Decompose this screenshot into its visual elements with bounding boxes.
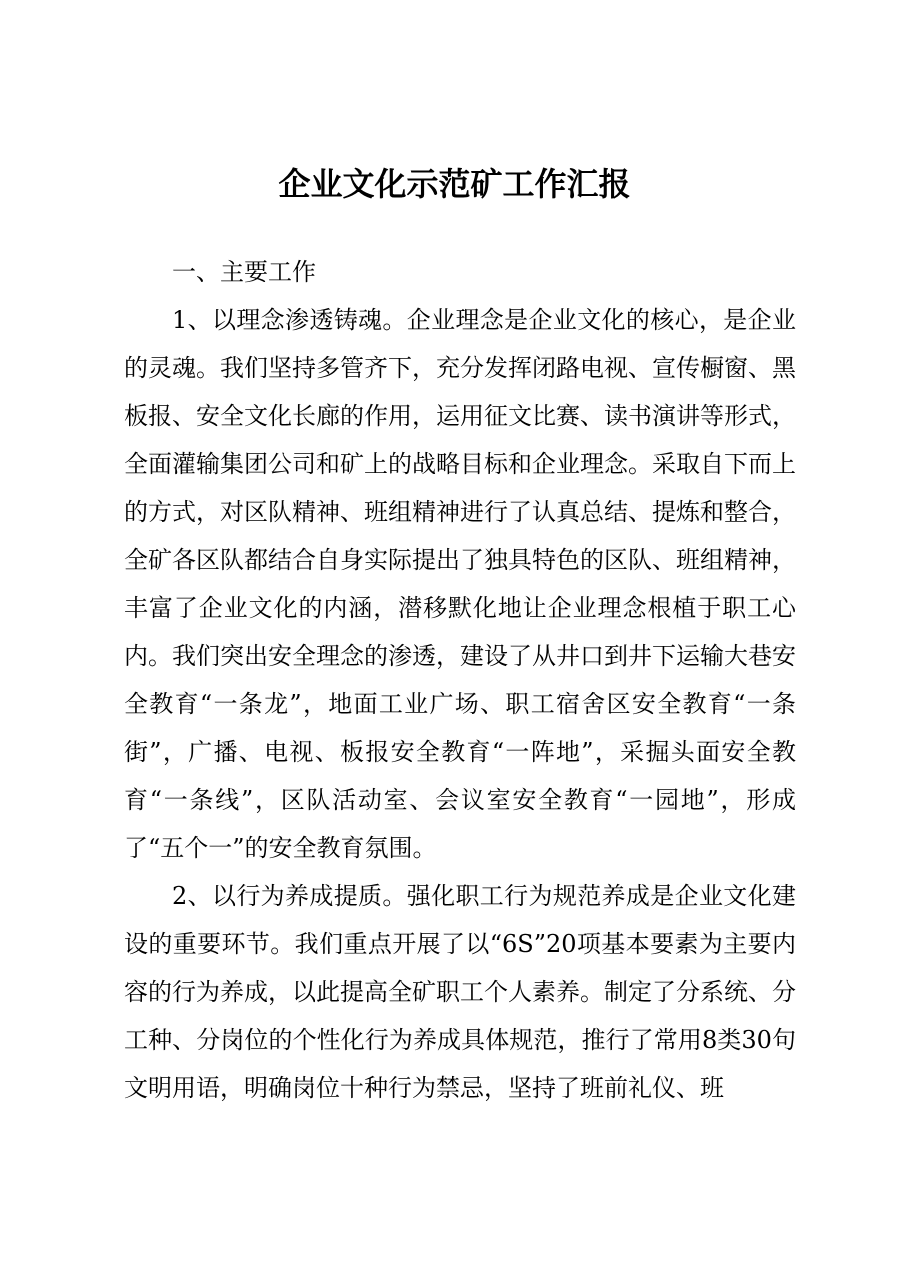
section-heading: 一、主要工作	[172, 258, 316, 286]
paragraph-1: 1、以理念渗透铸魂。企业理念是企业文化的核心，是企业的灵魂。我们坚持多管齐下，充分发挥闭路电视、宣传橱窗、黑板报、安全文化长廊的作用，运用征文比赛、读书演讲等形式，全面灌输集团公司和矿上的战略目标和企业理念。采取自下而上的方式，对区队精神、班组精神进行了认真总结、提炼和整合，全矿各区队都结合自身实际提出了独具特色的区队、班组精神，丰富了企业文化的内涵，潜移默化地让企业理念根植于职工心内。我们突出安全理念的渗透，建设了从井口到井下运输大巷安全教育“一条龙”，地面工业广场、职工宿舍区安全教育“一条街”，广播、电视、板报安全教育“一阵地”，采掘头面安全教育“一条线”，区队活动室、会议室安全教育“一园地”，形成了“五个一”的安全教育氛围。	[124, 306, 796, 862]
document-title: 企业文化示范矿工作汇报	[278, 165, 631, 203]
document-body	[124, 248, 796, 1112]
paragraph-2: 2、以行为养成提质。强化职工行为规范养成是企业文化建设的重要环节。我们重点开展了以“6S”20项基本要素为主要内容的行为养成，以此提高全矿职工个人素养。制定了分系统、分工种、分岗位的个性化行为养成具体规范，推行了常用8类30句文明用语，明确岗位十种行为禁忌，坚持了班前礼仪、班	[124, 882, 796, 1102]
